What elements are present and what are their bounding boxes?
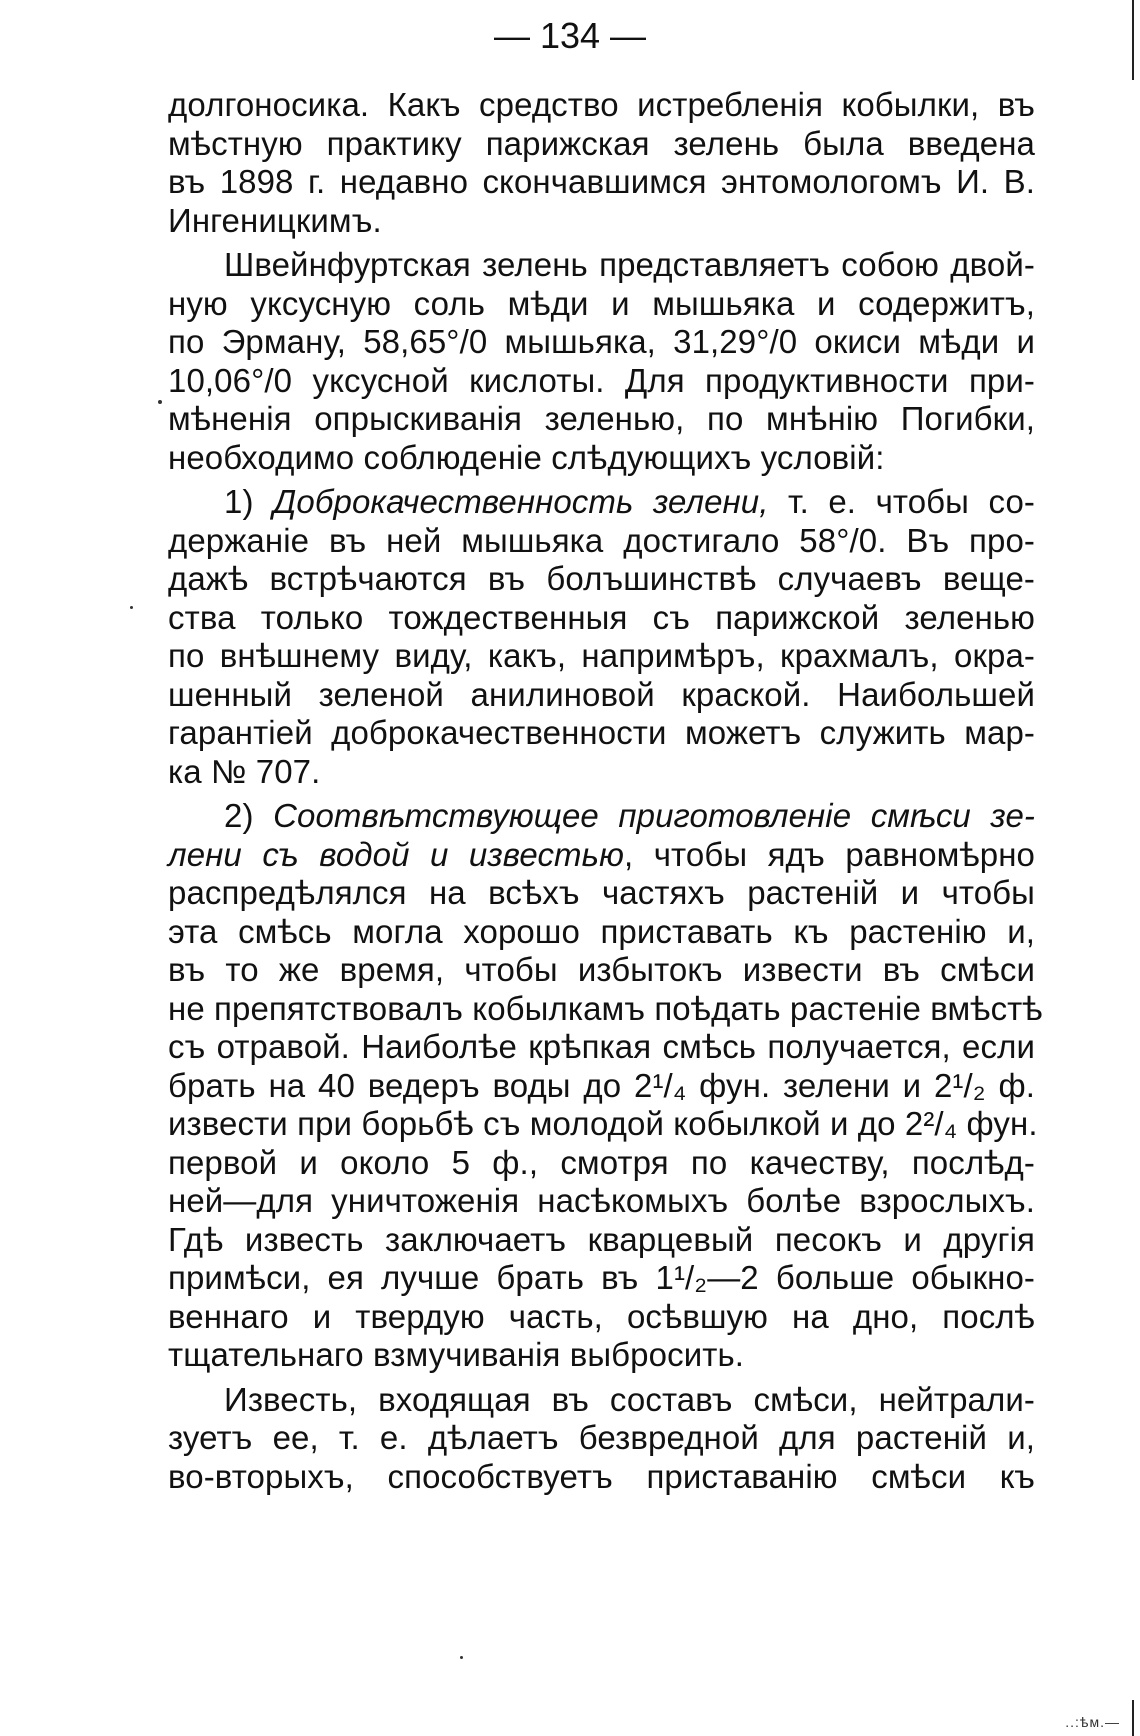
text-line: необходимо соблюденіе слѣдующихъ условій:: [168, 438, 885, 476]
text-line: въ то же время, чтобы избытокъ извести въ смѣси: [168, 951, 1035, 988]
item-2-heading: Соотвѣтствующее приготовленіе смѣси зе-: [273, 797, 1035, 834]
text-line: 10,06°/0 уксусной кислоты. Для продуктивности при-: [168, 361, 1035, 399]
item-number: 2): [224, 797, 274, 834]
item-2-text: , чтобы ядъ равномѣрно: [624, 835, 1035, 873]
text-line: веннаго и твердую часть, осѣвшую на дно, послѣ: [168, 1297, 1035, 1335]
text-line: по внѣшнему виду, какъ, напримѣръ, крахмалъ, окра-: [168, 637, 1035, 674]
item-1-text: т. е. чтобы со-: [768, 483, 1036, 520]
text-line: первой и около 5 ф., смотря по качеству, послѣд-: [168, 1143, 1035, 1181]
text-line: гарантіей доброкачественности можетъ служить мар-: [168, 714, 1035, 751]
text-line: примѣси, ея лучше брать въ 1¹/₂—2 больше обыкно-: [168, 1259, 1035, 1296]
text-line: распредѣлялся на всѣхъ частяхъ растеній и чтобы: [168, 874, 1035, 911]
text-line: Гдѣ известь заключаетъ кварцевый песокъ и другія: [168, 1220, 1035, 1258]
scan-speck: [158, 400, 162, 404]
text-line: по Эрману, 58,65°/0 мышьяка, 31,29°/0 окиси мѣди и: [168, 323, 1035, 360]
item-2-heading-cont: лени съ водой и известью: [168, 835, 625, 873]
text-line: съ отравой. Наиболѣе крѣпкая смѣсь получается, если: [168, 1028, 1035, 1065]
text-line: въ 1898 г. недавно скончавшимся энтомологомъ И. В.: [168, 163, 1035, 200]
text-line: держаніе въ ней мышьяка достигало 58°/0. Въ про-: [168, 521, 1035, 559]
text-line: Швейнфуртская зелень представляетъ собою двой-: [224, 246, 1035, 283]
text-line: брать на 40 ведеръ воды до 2¹/₄ фун. зелени и 2¹/₂ ф.: [168, 1066, 1035, 1104]
text-line: ней—для уничтоженія насѣкомыхъ болѣе взрослыхъ.: [168, 1182, 1035, 1219]
text-line: зуетъ ее, т. е. дѣлаетъ безвредной для растеній и,: [168, 1419, 1035, 1456]
text-line: эта смѣсь могла хорошо приставать къ растенію и,: [168, 912, 1035, 950]
item-1-heading: Доброкачественность зелени,: [273, 483, 769, 520]
text-line: ную уксусную соль мѣди и мышьяка и содержитъ,: [168, 284, 1035, 322]
scan-speck: [460, 1656, 463, 1659]
body-text: [168, 86, 1043, 1496]
text-line-item-2: [168, 797, 1035, 836]
text-line: тщательнаго взмучиванія выбросить.: [168, 1336, 745, 1373]
text-line: Известь, входящая въ составъ смѣси, нейтрали-: [224, 1380, 1035, 1418]
text-line: извести при борьбѣ съ молодой кобылкой и до 2²/₄ фун.: [168, 1105, 1038, 1142]
text-line: ства только тождественныя съ парижской зеленью: [168, 598, 1035, 636]
scan-speck: [130, 606, 133, 609]
text-line: [168, 836, 1035, 875]
text-line: ка № 707.: [168, 752, 321, 790]
text-line: мѣстную практику парижская зелень была введена: [168, 124, 1035, 162]
item-number: 1): [224, 483, 274, 520]
text-line-item-1: [168, 483, 1035, 522]
text-line: дажѣ встрѣчаются въ болъшинствѣ случаевъ веще-: [168, 560, 1035, 597]
text-line: во-вторыхъ, способствуетъ приставанію смѣси къ: [168, 1457, 1035, 1495]
text-line: шенный зеленой анилиновой краской. Наибольшей: [168, 675, 1035, 713]
text-line: Ингеницкимъ.: [168, 201, 382, 239]
footer-marks: ..:ѣм.—: [1065, 1714, 1120, 1730]
text-line: не препятствовалъ кобылкамъ поѣдать растеніе вмѣстѣ: [168, 989, 1043, 1027]
page-number: — 134 —: [493, 15, 647, 56]
text-line: долгоносика. Какъ средство истребленія кобылки, въ: [168, 86, 1035, 123]
text-line: мѣненія опрыскиванія зеленью, по мнѣнію Погибки,: [168, 400, 1035, 437]
page-edge-bottom: [1132, 1700, 1134, 1736]
